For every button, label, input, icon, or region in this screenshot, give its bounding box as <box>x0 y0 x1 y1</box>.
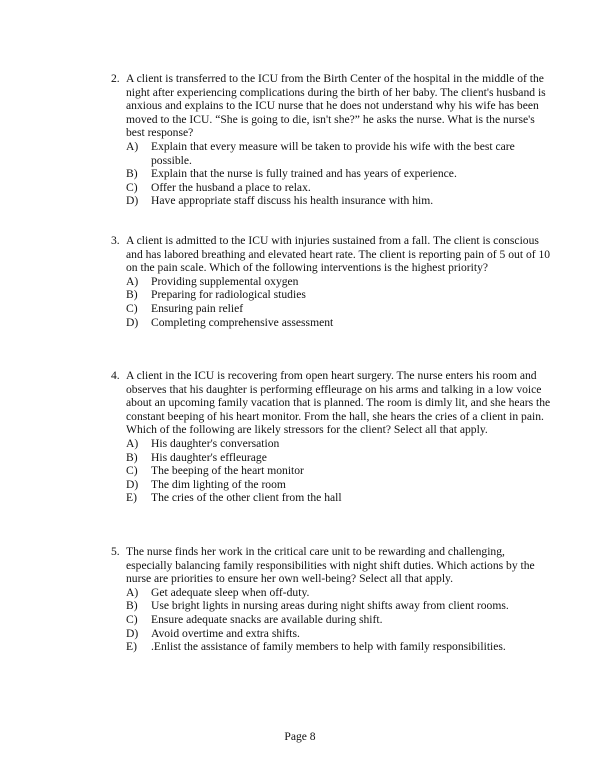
option-text: Use bright lights in nursing areas during night shifts away from client rooms. <box>151 599 509 613</box>
option-text: Get adequate sleep when off-duty. <box>151 585 310 599</box>
answer-option <box>126 464 551 478</box>
answer-option <box>126 167 551 181</box>
answer-option <box>126 599 551 613</box>
question-number: 4. <box>111 369 120 382</box>
answer-option <box>126 316 551 330</box>
question-3 <box>111 234 551 329</box>
option-text: The dim lighting of the room <box>151 477 286 491</box>
option-text: .Enlist the assistance of family members to help with family responsibilities. <box>151 640 506 654</box>
option-letter: E) <box>126 640 137 654</box>
option-letter: A) <box>126 436 139 450</box>
option-text: Offer the husband a place to relax. <box>151 180 311 194</box>
answer-option <box>126 288 551 302</box>
answer-option <box>126 302 551 316</box>
option-text: Preparing for radiological studies <box>151 288 306 302</box>
option-letter: E) <box>126 491 137 505</box>
question-stem: The nurse finds her work in the critical care unit to be rewarding and challenging, especially balancing family responsibilities with night shift duties. Which actions by the nurse are priorities to ensure her own well-being? Select all that apply. <box>126 545 535 586</box>
option-letter: A) <box>126 585 139 599</box>
answer-option <box>126 451 551 465</box>
option-letter: C) <box>126 612 138 626</box>
answer-option <box>126 478 551 492</box>
option-text: Providing supplemental oxygen <box>151 274 299 288</box>
option-text: His daughter's conversation <box>151 436 280 450</box>
page-number: Page 8 <box>284 730 316 743</box>
option-letter: B) <box>126 288 138 302</box>
option-letter: D) <box>126 626 139 640</box>
question-5 <box>111 545 551 654</box>
option-letter: B) <box>126 167 138 181</box>
option-text: The beeping of the heart monitor <box>151 464 304 478</box>
option-text: Have appropriate staff discuss his health insurance with him. <box>151 194 434 208</box>
option-letter: D) <box>126 477 139 491</box>
question-number: 5. <box>111 545 120 558</box>
answer-option <box>126 586 551 600</box>
option-letter: B) <box>126 599 138 613</box>
option-letter: C) <box>126 180 138 194</box>
question-number: 3. <box>111 234 120 247</box>
question-stem: A client is admitted to the ICU with injuries sustained from a fall. The client is conscious and has labored breathing and elevated heart rate. The client is reporting pain of 5 out of 10 on the pain scale. Which of the following interventions is the highest priority? <box>126 234 551 275</box>
option-letter: A) <box>126 139 139 153</box>
answer-options <box>126 586 551 654</box>
question-number: 2. <box>111 72 120 85</box>
option-letter: D) <box>126 194 139 208</box>
question-4 <box>111 369 551 505</box>
answer-option <box>126 437 551 451</box>
option-letter: C) <box>126 464 138 478</box>
option-text: The cries of the other client from the hall <box>151 491 342 505</box>
option-text: Ensure adequate snacks are available during shift. <box>151 612 383 626</box>
option-text: Avoid overtime and extra shifts. <box>151 626 300 640</box>
option-letter: C) <box>126 301 138 315</box>
option-text: His daughter's effleurage <box>151 450 267 464</box>
option-letter: D) <box>126 315 139 329</box>
option-text: Explain that the nurse is fully trained and has years of experience. <box>151 167 457 181</box>
option-text: Completing comprehensive assessment <box>151 315 334 329</box>
question-stem: A client is transferred to the ICU from the Birth Center of the hospital in the middle of the night after experiencing complications during the birth of her baby. The client's husband is anxious and explains to the ICU nurse that he does not understand why his wife has been moved to the ICU. “She is going to die, isn't she?” he asks the nurse. What is the nurse's best response? <box>126 72 546 140</box>
answer-options <box>126 275 551 329</box>
option-text: Explain that every measure will be taken to provide his wife with the best care possible. <box>151 139 515 167</box>
option-text: Ensuring pain relief <box>151 301 244 315</box>
answer-option <box>126 640 551 654</box>
answer-option <box>126 627 551 641</box>
answer-option <box>126 275 551 289</box>
answer-option <box>126 491 551 505</box>
question-2 <box>111 72 551 208</box>
answer-options <box>126 140 551 208</box>
option-letter: A) <box>126 274 139 288</box>
answer-options <box>126 437 551 505</box>
answer-option <box>126 140 551 167</box>
answer-option <box>126 613 551 627</box>
answer-option <box>126 194 551 208</box>
option-letter: B) <box>126 450 138 464</box>
question-stem: A client in the ICU is recovering from open heart surgery. The nurse enters his room and observes that his daughter is performing effleurage on his arms and talking in a low voice about an upcoming family vacation that is planned. The room is dimly lit, and she hears the constant beeping of his heart monitor. From the hall, she hears the cries of a client in pain. Which of the following are likely stressors for the client? Select all that apply. <box>126 369 551 437</box>
answer-option <box>126 181 551 195</box>
